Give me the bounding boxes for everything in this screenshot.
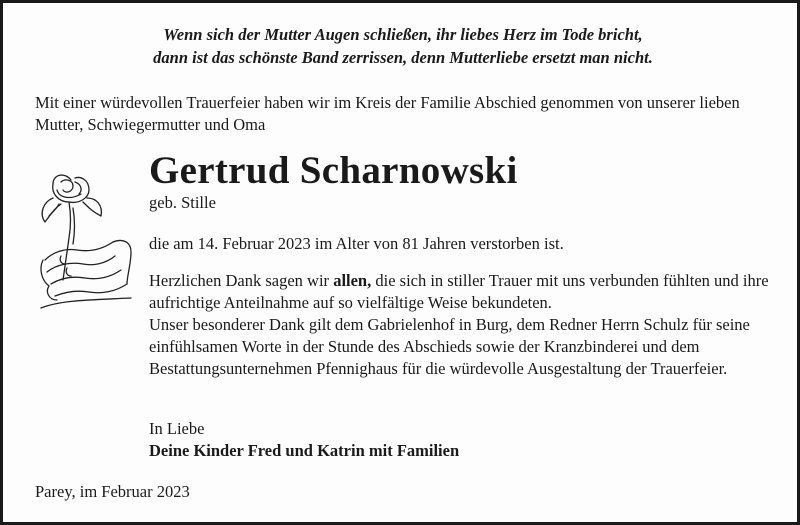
death-line: die am 14. Februar 2023 im Alter von 81 Jahren verstorben ist. <box>149 234 564 253</box>
thanks-paragraph-1 <box>149 270 777 314</box>
thanks-p1-emphasis: allen, <box>333 271 372 290</box>
maiden-name: geb. Stille <box>149 193 216 212</box>
place-date: Parey, im Februar 2023 <box>35 482 190 501</box>
thanks-text <box>149 270 777 380</box>
thanks-p1-start: Herzlichen Dank sagen wir <box>149 271 334 290</box>
memorial-verse <box>3 23 800 69</box>
signature: Deine Kinder Fred und Katrin mit Familien <box>149 441 460 460</box>
deceased-name: Gertrud Scharnowski <box>149 149 518 192</box>
intro-text: Mit einer würdevollen Trauerfeier haben wir im Kreis der Familie Abschied genommen von unserer lieben Mutter, Schwiegermutter und Oma <box>35 93 740 134</box>
rose-in-hand-icon <box>31 168 143 318</box>
closing-phrase: In Liebe <box>149 419 205 438</box>
thanks-p1-end: die sich in stiller Trauer mit uns verbunden fühlten und ihre aufrichtige Anteilnahme auf so vielfältige Weise bekundeten. <box>149 271 769 312</box>
verse-line-2: dann ist das schönste Band zerrissen, denn Mutterliebe ersetzt man nicht. <box>153 48 653 67</box>
verse-line-1: Wenn sich der Mutter Augen schließen, ihr liebes Herz im Tode bricht, <box>163 25 643 44</box>
thanks-paragraph-2: Unser besonderer Dank gilt dem Gabrielenhof in Burg, dem Redner Herrn Schulz für seine einfühlsamen Worte in der Stunde des Abschieds sowie der Kranzbinderei und dem Bestattungsunternehmen Pfennighaus für die würdevolle Ausgestaltung der Trauerfeier. <box>149 315 750 378</box>
